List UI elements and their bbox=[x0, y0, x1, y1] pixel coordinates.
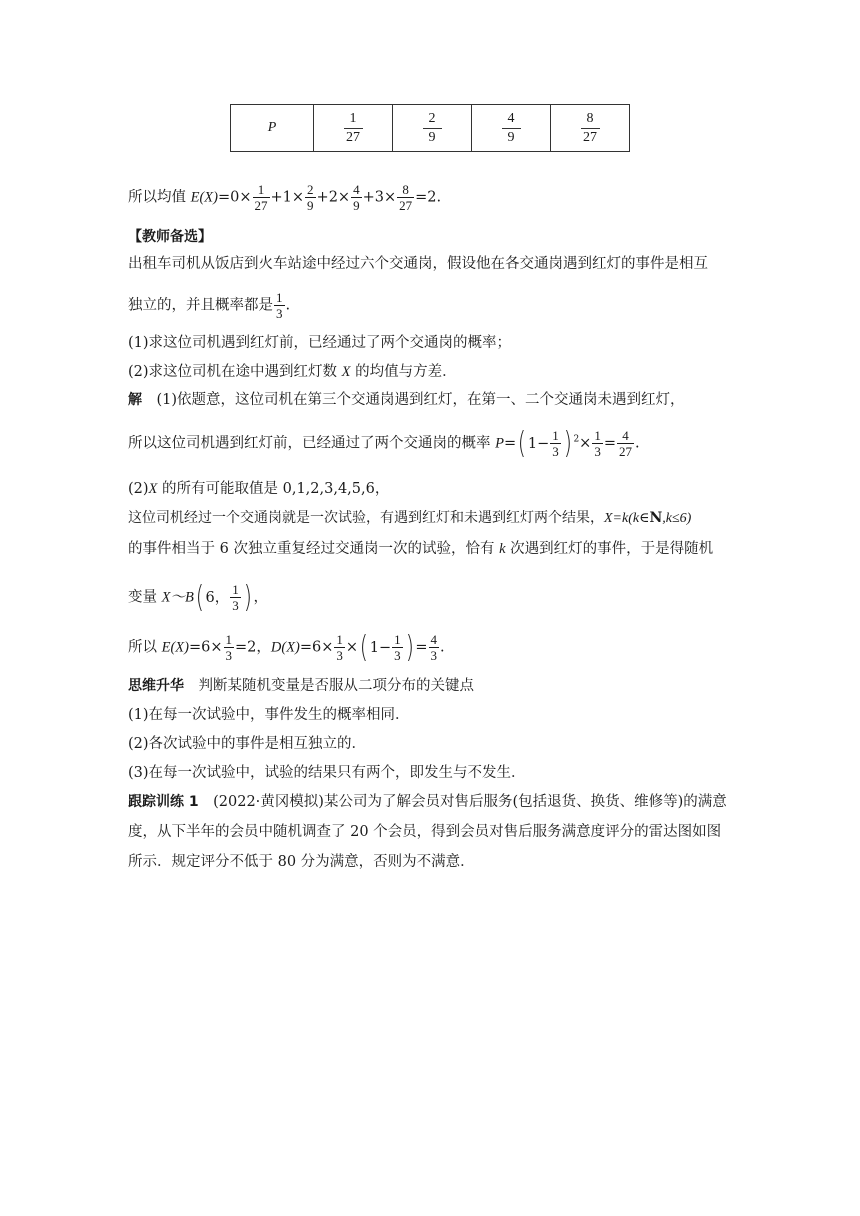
fraction bbox=[230, 582, 241, 613]
text: 所以均值 bbox=[128, 189, 191, 206]
fraction bbox=[502, 110, 521, 147]
fraction bbox=[253, 182, 270, 213]
math: ,k≤6) bbox=[662, 511, 692, 526]
math: 1− bbox=[527, 435, 550, 452]
fraction bbox=[581, 110, 600, 147]
text: 的均值与方差． bbox=[350, 364, 457, 380]
right-paren: ) bbox=[563, 425, 572, 461]
table-cell bbox=[551, 105, 630, 152]
left-paren: ( bbox=[517, 425, 527, 461]
table-label-cell: P bbox=[231, 105, 314, 152]
probability-table bbox=[230, 104, 630, 152]
problem-line-2 bbox=[128, 290, 290, 321]
denominator: 27 bbox=[618, 444, 632, 459]
math: = bbox=[415, 639, 428, 656]
text: 所以 bbox=[128, 639, 162, 656]
text: (2) bbox=[128, 481, 149, 497]
thinking-point-1: (1)在每一次试验中，事件发生的概率相同． bbox=[128, 707, 410, 723]
mean-line bbox=[128, 182, 441, 213]
denominator: 3 bbox=[430, 648, 438, 663]
text: 这位司机经过一个交通岗就是一次试验，有遇到红灯和未遇到红灯两个结果， bbox=[128, 510, 604, 526]
denominator: 27 bbox=[399, 198, 413, 213]
solution-line-2 bbox=[128, 425, 640, 461]
denominator: 27 bbox=[583, 129, 597, 145]
thinking-point-3: (3)在每一次试验中，试验的结果只有两个，即发生与不发生． bbox=[128, 765, 526, 781]
fraction bbox=[429, 632, 440, 663]
denominator: 9 bbox=[507, 129, 515, 145]
numerator: 4 bbox=[430, 632, 438, 647]
numerator: 4 bbox=[353, 182, 360, 197]
denominator: 3 bbox=[394, 648, 401, 663]
left-paren: ( bbox=[359, 629, 369, 665]
denominator: 9 bbox=[428, 129, 436, 145]
fraction bbox=[274, 290, 285, 321]
math: +1× bbox=[270, 189, 305, 206]
text: (2)求这位司机在途中遇到红灯数 bbox=[128, 364, 342, 380]
solution-line-3 bbox=[128, 479, 389, 499]
right-paren: ) bbox=[243, 579, 252, 615]
numerator: 1 bbox=[276, 290, 283, 305]
fraction bbox=[351, 182, 362, 213]
numerator: 1 bbox=[594, 428, 601, 443]
math: N bbox=[649, 510, 663, 526]
text: 的所有可能取值是 0,1,2,3,4,5,6， bbox=[157, 481, 390, 497]
denominator: 3 bbox=[336, 648, 343, 663]
numerator: 1 bbox=[552, 428, 559, 443]
fraction bbox=[592, 428, 603, 459]
numerator: 2 bbox=[423, 110, 442, 129]
math: . bbox=[440, 639, 445, 656]
math: +3× bbox=[362, 189, 397, 206]
math: =6× bbox=[188, 639, 223, 656]
denominator: 3 bbox=[594, 444, 601, 459]
text: ， bbox=[253, 589, 268, 606]
exercise-line-2: 度，从下半年的会员中随机调查了 20 个会员，得到会员对售后服务满意度评分的雷达图如图 bbox=[128, 824, 722, 840]
math: = bbox=[503, 435, 517, 452]
fraction bbox=[224, 632, 235, 663]
solution-label: 解 bbox=[128, 392, 142, 408]
math: 1− bbox=[369, 639, 392, 656]
denominator: 27 bbox=[346, 129, 360, 145]
solution-line-1 bbox=[128, 390, 685, 410]
denominator: 27 bbox=[254, 198, 268, 213]
text: 独立的，并且概率都是 bbox=[128, 297, 273, 314]
solution-line-4 bbox=[128, 508, 691, 529]
numerator: 8 bbox=[397, 182, 414, 198]
text: 判断某随机变量是否服从二项分布的关键点 bbox=[184, 678, 474, 694]
thinking-point-2: (2)各次试验中的事件是相互独立的． bbox=[128, 736, 367, 752]
solution-line-7 bbox=[128, 629, 445, 665]
parenthesis-group bbox=[194, 579, 254, 615]
math: =2， bbox=[235, 639, 271, 656]
denominator: 9 bbox=[353, 198, 360, 213]
math: = bbox=[603, 435, 616, 452]
fraction bbox=[423, 110, 442, 147]
exercise-line-3: 所示．规定评分不低于 80 分为满意，否则为不满意． bbox=[128, 854, 475, 870]
math: =0× bbox=[217, 189, 252, 206]
math: P bbox=[495, 435, 504, 452]
math: E(X) bbox=[190, 189, 218, 206]
table-cell bbox=[314, 105, 393, 152]
math: 6， bbox=[205, 589, 230, 606]
parenthesis-group bbox=[358, 629, 415, 665]
math: =2. bbox=[415, 189, 442, 206]
numerator: 2 bbox=[307, 182, 314, 197]
text: . bbox=[285, 297, 291, 314]
numerator: 1 bbox=[253, 182, 270, 198]
numerator: 4 bbox=[617, 428, 634, 444]
thinking-heading: 思维升华 bbox=[128, 678, 184, 694]
text: (1)依题意，这位司机在第三个交通岗遇到红灯，在第一、二个交通岗未遇到红灯， bbox=[142, 392, 685, 408]
fraction bbox=[344, 110, 363, 147]
exercise-line-1 bbox=[128, 792, 727, 812]
numerator: 8 bbox=[581, 110, 600, 129]
fraction bbox=[397, 182, 414, 213]
text: (2022·黄冈模拟)某公司为了解会员对售后服务(包括退货、换货、维修等)的满意 bbox=[198, 794, 727, 810]
numerator: 1 bbox=[394, 632, 401, 647]
question-2 bbox=[128, 362, 457, 382]
text: 次遇到红灯的事件，于是得随机 bbox=[505, 541, 714, 557]
right-paren: ) bbox=[405, 629, 414, 665]
text: 变量 bbox=[128, 589, 162, 606]
text: 所以这位司机遇到红灯前，已经通过了两个交通岗的概率 bbox=[128, 435, 496, 452]
math: D(X) bbox=[270, 639, 300, 656]
numerator: 4 bbox=[502, 110, 521, 129]
fraction bbox=[334, 632, 345, 663]
math: X bbox=[148, 481, 158, 497]
numerator: 1 bbox=[232, 582, 239, 597]
denominator: 3 bbox=[232, 598, 239, 613]
math: × bbox=[345, 639, 359, 656]
denominator: 3 bbox=[276, 306, 283, 321]
fraction bbox=[617, 428, 634, 459]
left-paren: ( bbox=[195, 579, 204, 615]
numerator: 1 bbox=[225, 632, 233, 647]
exercise-heading: 跟踪训练 1 bbox=[128, 794, 199, 810]
parenthesis-group bbox=[516, 425, 573, 461]
text: 的事件相当于 6 次独立重复经过交通岗一次的试验，恰有 bbox=[128, 541, 500, 557]
math: X=k(k∈ bbox=[604, 511, 650, 526]
fraction bbox=[550, 428, 561, 459]
math: × bbox=[579, 435, 592, 452]
math: X～B bbox=[161, 589, 194, 606]
table-cell bbox=[393, 105, 472, 152]
teacher-heading: 【教师备选】 bbox=[128, 229, 212, 245]
math: X bbox=[341, 364, 351, 380]
table-row bbox=[231, 105, 630, 152]
thinking-line bbox=[128, 676, 474, 696]
numerator: 1 bbox=[344, 110, 363, 129]
fraction bbox=[305, 182, 316, 213]
denominator: 3 bbox=[552, 444, 559, 459]
table-cell bbox=[472, 105, 551, 152]
denominator: 3 bbox=[225, 648, 233, 663]
fraction bbox=[392, 632, 403, 663]
math: =6× bbox=[299, 639, 334, 656]
solution-line-5 bbox=[128, 539, 713, 559]
solution-line-6 bbox=[128, 579, 268, 615]
math: k bbox=[499, 541, 506, 557]
math: . bbox=[634, 435, 640, 452]
problem-line-1: 出租车司机从饭店到火车站途中经过六个交通岗，假设他在各交通岗遇到红灯的事件是相互 bbox=[128, 256, 708, 272]
math: E(X) bbox=[161, 639, 189, 656]
numerator: 1 bbox=[336, 632, 343, 647]
exponent: 2 bbox=[573, 434, 580, 445]
math: +2× bbox=[316, 189, 351, 206]
denominator: 9 bbox=[307, 198, 314, 213]
question-1: (1)求这位司机遇到红灯前，已经通过了两个交通岗的概率； bbox=[128, 335, 512, 351]
